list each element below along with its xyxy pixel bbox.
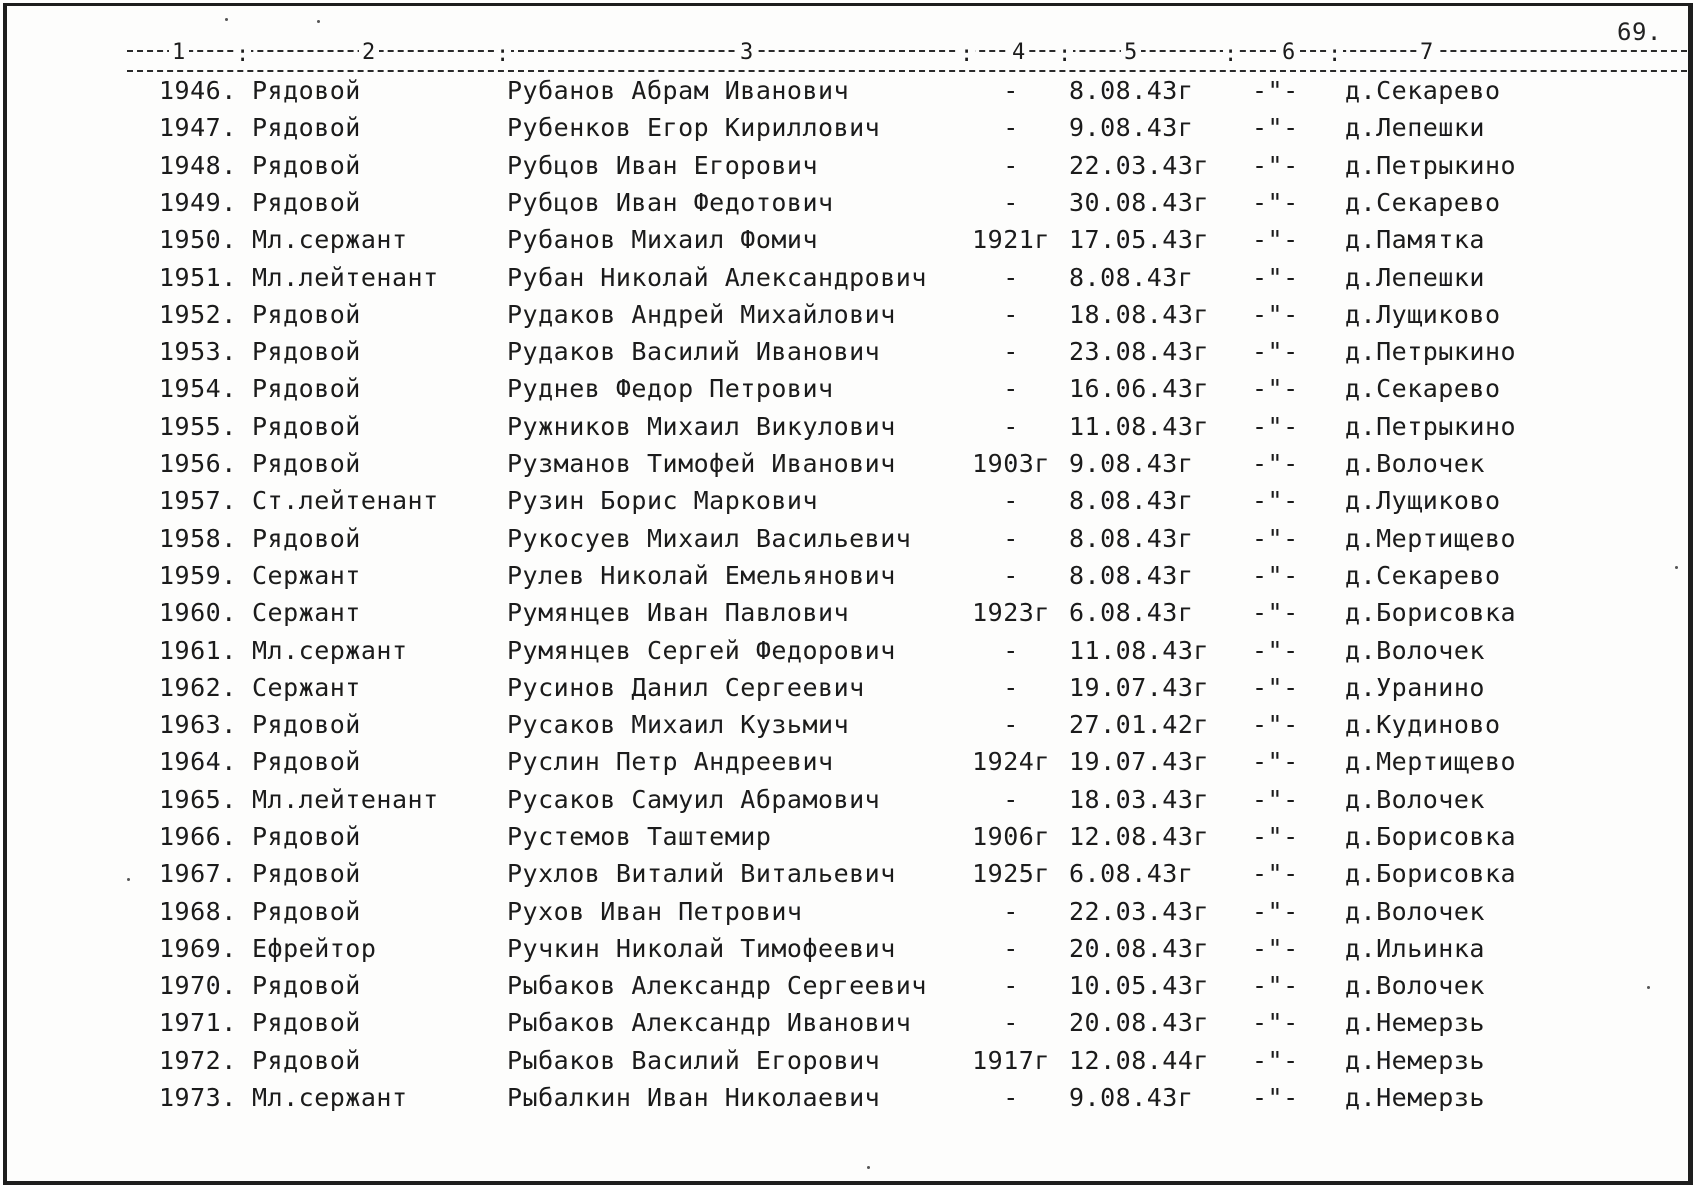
row-number: 1959. xyxy=(159,561,237,590)
table-row xyxy=(7,822,1688,856)
rank: Рядовой xyxy=(252,524,361,553)
ditto-mark: -"- xyxy=(1252,859,1299,888)
rank: Рядовой xyxy=(252,449,361,478)
birth-year: - xyxy=(1003,263,1019,292)
burial-place: д.Лущиково xyxy=(1345,300,1501,329)
row-number: 1956. xyxy=(159,449,237,478)
birth-year: - xyxy=(1003,1083,1019,1112)
column-number-3: 3 xyxy=(737,40,757,65)
ditto-mark: -"- xyxy=(1252,636,1299,665)
burial-place: д.Немерзь xyxy=(1345,1083,1485,1112)
full-name: Рыбаков Александр Иванович xyxy=(507,1008,912,1037)
death-date: 8.08.43г xyxy=(1069,561,1194,590)
birth-year: - xyxy=(1003,524,1019,553)
row-number: 1973. xyxy=(159,1083,237,1112)
death-date: 10.05.43г xyxy=(1069,971,1209,1000)
death-date: 6.08.43г xyxy=(1069,859,1194,888)
ditto-mark: -"- xyxy=(1252,225,1299,254)
death-date: 6.08.43г xyxy=(1069,598,1194,627)
ditto-mark: -"- xyxy=(1252,486,1299,515)
burial-place: д.Волочек xyxy=(1345,785,1485,814)
rank: Рядовой xyxy=(252,337,361,366)
full-name: Русинов Данил Сергеевич xyxy=(507,673,865,702)
full-name: Рухов Иван Петрович xyxy=(507,897,803,926)
death-date: 9.08.43г xyxy=(1069,449,1194,478)
death-date: 9.08.43г xyxy=(1069,1083,1194,1112)
death-date: 30.08.43г xyxy=(1069,188,1209,217)
row-number: 1963. xyxy=(159,710,237,739)
burial-place: д.Волочек xyxy=(1345,449,1485,478)
table-row xyxy=(7,934,1688,968)
death-date: 19.07.43г xyxy=(1069,673,1209,702)
ditto-mark: -"- xyxy=(1252,412,1299,441)
row-number: 1950. xyxy=(159,225,237,254)
full-name: Руднев Федор Петрович xyxy=(507,374,834,403)
column-separator: : xyxy=(496,42,510,67)
birth-year: - xyxy=(1003,188,1019,217)
table-row xyxy=(7,897,1688,931)
rank: Мл.лейтенант xyxy=(252,263,439,292)
rank: Рядовой xyxy=(252,76,361,105)
death-date: 8.08.43г xyxy=(1069,524,1194,553)
paper-speck xyxy=(1675,566,1678,569)
table-row xyxy=(7,449,1688,483)
birth-year: 1925г xyxy=(972,859,1050,888)
ditto-mark: -"- xyxy=(1252,1008,1299,1037)
birth-year: - xyxy=(1003,113,1019,142)
column-number-1: 1 xyxy=(169,40,189,65)
death-date: 19.07.43г xyxy=(1069,747,1209,776)
burial-place: д.Уранино xyxy=(1345,673,1485,702)
birth-year: - xyxy=(1003,486,1019,515)
paper-speck xyxy=(1647,986,1650,989)
ditto-mark: -"- xyxy=(1252,449,1299,478)
row-number: 1965. xyxy=(159,785,237,814)
burial-place: д.Секарево xyxy=(1345,188,1501,217)
ditto-mark: -"- xyxy=(1252,822,1299,851)
burial-place: д.Секарево xyxy=(1345,76,1501,105)
death-date: 17.05.43г xyxy=(1069,225,1209,254)
paper-speck xyxy=(127,878,130,881)
table-row xyxy=(7,524,1688,558)
rank: Мл.лейтенант xyxy=(252,785,439,814)
birth-year: - xyxy=(1003,151,1019,180)
death-date: 23.08.43г xyxy=(1069,337,1209,366)
death-date: 22.03.43г xyxy=(1069,897,1209,926)
table-row xyxy=(7,337,1688,371)
ditto-mark: -"- xyxy=(1252,524,1299,553)
column-separator: : xyxy=(1328,42,1342,67)
table-row xyxy=(7,374,1688,408)
column-separator: : xyxy=(1058,42,1072,67)
page-number: 69. xyxy=(1617,18,1662,46)
row-number: 1968. xyxy=(159,897,237,926)
burial-place: д.Петрыкино xyxy=(1345,412,1517,441)
birth-year: - xyxy=(1003,337,1019,366)
table-row xyxy=(7,188,1688,222)
rank: Рядовой xyxy=(252,747,361,776)
rank: Рядовой xyxy=(252,1046,361,1075)
ditto-mark: -"- xyxy=(1252,561,1299,590)
birth-year: - xyxy=(1003,785,1019,814)
burial-place: д.Борисовка xyxy=(1345,598,1517,627)
ditto-mark: -"- xyxy=(1252,934,1299,963)
burial-place: д.Мертищево xyxy=(1345,747,1517,776)
rank: Рядовой xyxy=(252,822,361,851)
ditto-mark: -"- xyxy=(1252,673,1299,702)
full-name: Русаков Самуил Абрамович xyxy=(507,785,881,814)
burial-place: д.Петрыкино xyxy=(1345,151,1517,180)
burial-place: д.Секарево xyxy=(1345,374,1501,403)
burial-place: д.Мертищево xyxy=(1345,524,1517,553)
birth-year: - xyxy=(1003,76,1019,105)
rank: Рядовой xyxy=(252,151,361,180)
burial-place: д.Борисовка xyxy=(1345,859,1517,888)
full-name: Рузин Борис Маркович xyxy=(507,486,819,515)
full-name: Рустемов Таштемир xyxy=(507,822,772,851)
burial-place: д.Ильинка xyxy=(1345,934,1485,963)
full-name: Ружников Михаил Викулович xyxy=(507,412,896,441)
row-number: 1962. xyxy=(159,673,237,702)
rank: Ст.лейтенант xyxy=(252,486,439,515)
full-name: Рубцов Иван Федотович xyxy=(507,188,834,217)
row-number: 1953. xyxy=(159,337,237,366)
ditto-mark: -"- xyxy=(1252,188,1299,217)
row-number: 1961. xyxy=(159,636,237,665)
full-name: Рыбалкин Иван Николаевич xyxy=(507,1083,881,1112)
row-number: 1947. xyxy=(159,113,237,142)
rank: Рядовой xyxy=(252,710,361,739)
rank: Рядовой xyxy=(252,300,361,329)
burial-place: д.Лепешки xyxy=(1345,113,1485,142)
table-row xyxy=(7,412,1688,446)
full-name: Рузманов Тимофей Иванович xyxy=(507,449,896,478)
ditto-mark: -"- xyxy=(1252,374,1299,403)
birth-year: - xyxy=(1003,934,1019,963)
row-number: 1949. xyxy=(159,188,237,217)
table-row xyxy=(7,113,1688,147)
death-date: 22.03.43г xyxy=(1069,151,1209,180)
table-row xyxy=(7,747,1688,781)
row-number: 1964. xyxy=(159,747,237,776)
ditto-mark: -"- xyxy=(1252,151,1299,180)
ditto-mark: -"- xyxy=(1252,337,1299,366)
full-name: Рулев Николай Емельянович xyxy=(507,561,896,590)
full-name: Рукосуев Михаил Васильевич xyxy=(507,524,912,553)
burial-place: д.Лепешки xyxy=(1345,263,1485,292)
full-name: Рубан Николай Александрович xyxy=(507,263,927,292)
column-separator: : xyxy=(1224,42,1238,67)
death-date: 20.08.43г xyxy=(1069,1008,1209,1037)
birth-year: 1917г xyxy=(972,1046,1050,1075)
death-date: 12.08.44г xyxy=(1069,1046,1209,1075)
row-number: 1955. xyxy=(159,412,237,441)
birth-year: - xyxy=(1003,1008,1019,1037)
row-number: 1951. xyxy=(159,263,237,292)
death-date: 16.06.43г xyxy=(1069,374,1209,403)
row-number: 1960. xyxy=(159,598,237,627)
table-row xyxy=(7,76,1688,110)
birth-year: - xyxy=(1003,636,1019,665)
table-row xyxy=(7,225,1688,259)
rank: Мл.сержант xyxy=(252,636,408,665)
burial-place: д.Лущиково xyxy=(1345,486,1501,515)
row-number: 1946. xyxy=(159,76,237,105)
table-row xyxy=(7,151,1688,185)
column-separator: : xyxy=(236,42,250,67)
death-date: 8.08.43г xyxy=(1069,486,1194,515)
death-date: 11.08.43г xyxy=(1069,412,1209,441)
birth-year: - xyxy=(1003,561,1019,590)
table-row xyxy=(7,598,1688,632)
birth-year: - xyxy=(1003,300,1019,329)
burial-place: д.Секарево xyxy=(1345,561,1501,590)
birth-year: - xyxy=(1003,897,1019,926)
rank: Сержант xyxy=(252,561,361,590)
paper-speck xyxy=(225,18,228,21)
ditto-mark: -"- xyxy=(1252,1083,1299,1112)
death-date: 20.08.43г xyxy=(1069,934,1209,963)
row-number: 1954. xyxy=(159,374,237,403)
table-row xyxy=(7,561,1688,595)
table-row xyxy=(7,785,1688,819)
rank: Рядовой xyxy=(252,188,361,217)
table-row xyxy=(7,300,1688,334)
column-separator: : xyxy=(960,42,974,67)
ditto-mark: -"- xyxy=(1252,1046,1299,1075)
ditto-mark: -"- xyxy=(1252,785,1299,814)
row-number: 1952. xyxy=(159,300,237,329)
burial-place: д.Немерзь xyxy=(1345,1008,1485,1037)
ditto-mark: -"- xyxy=(1252,300,1299,329)
full-name: Рубенков Егор Кириллович xyxy=(507,113,881,142)
ditto-mark: -"- xyxy=(1252,76,1299,105)
ditto-mark: -"- xyxy=(1252,598,1299,627)
death-date: 11.08.43г xyxy=(1069,636,1209,665)
birth-year: - xyxy=(1003,971,1019,1000)
table-row xyxy=(7,1046,1688,1080)
column-number-header xyxy=(127,40,1687,74)
row-number: 1972. xyxy=(159,1046,237,1075)
rank: Мл.сержант xyxy=(252,225,408,254)
burial-place: д.Волочек xyxy=(1345,971,1485,1000)
rank: Рядовой xyxy=(252,897,361,926)
table-row xyxy=(7,673,1688,707)
paper-speck xyxy=(867,1166,870,1169)
table-row xyxy=(7,1083,1688,1117)
document-page xyxy=(3,3,1693,1185)
death-date: 27.01.42г xyxy=(1069,710,1209,739)
rank: Ефрейтор xyxy=(252,934,377,963)
table-row xyxy=(7,486,1688,520)
full-name: Рубанов Абрам Иванович xyxy=(507,76,850,105)
table-row xyxy=(7,1008,1688,1042)
ditto-mark: -"- xyxy=(1252,971,1299,1000)
full-name: Румянцев Иван Павлович xyxy=(507,598,850,627)
table-row xyxy=(7,859,1688,893)
death-date: 12.08.43г xyxy=(1069,822,1209,851)
ditto-mark: -"- xyxy=(1252,747,1299,776)
column-number-5: 5 xyxy=(1121,40,1141,65)
row-number: 1948. xyxy=(159,151,237,180)
birth-year: 1906г xyxy=(972,822,1050,851)
burial-place: д.Борисовка xyxy=(1345,822,1517,851)
death-date: 8.08.43г xyxy=(1069,263,1194,292)
full-name: Румянцев Сергей Федорович xyxy=(507,636,896,665)
rank: Рядовой xyxy=(252,113,361,142)
full-name: Русаков Михаил Кузьмич xyxy=(507,710,850,739)
ditto-mark: -"- xyxy=(1252,897,1299,926)
row-number: 1957. xyxy=(159,486,237,515)
rank: Мл.сержант xyxy=(252,1083,408,1112)
death-date: 18.08.43г xyxy=(1069,300,1209,329)
death-date: 18.03.43г xyxy=(1069,785,1209,814)
column-number-7: 7 xyxy=(1417,40,1437,65)
column-number-2: 2 xyxy=(359,40,379,65)
birth-year: 1924г xyxy=(972,747,1050,776)
rank: Рядовой xyxy=(252,1008,361,1037)
row-number: 1966. xyxy=(159,822,237,851)
rank: Сержант xyxy=(252,598,361,627)
rank: Рядовой xyxy=(252,374,361,403)
birth-year: 1921г xyxy=(972,225,1050,254)
rank: Рядовой xyxy=(252,971,361,1000)
column-number-4: 4 xyxy=(1009,40,1029,65)
birth-year: - xyxy=(1003,374,1019,403)
full-name: Руслин Петр Андреевич xyxy=(507,747,834,776)
paper-speck xyxy=(317,20,320,23)
row-number: 1967. xyxy=(159,859,237,888)
full-name: Рыбаков Александр Сергеевич xyxy=(507,971,927,1000)
rank: Сержант xyxy=(252,673,361,702)
row-number: 1969. xyxy=(159,934,237,963)
table-row xyxy=(7,636,1688,670)
rank: Рядовой xyxy=(252,412,361,441)
full-name: Рыбаков Василий Егорович xyxy=(507,1046,881,1075)
burial-place: д.Петрыкино xyxy=(1345,337,1517,366)
birth-year: - xyxy=(1003,710,1019,739)
rank: Рядовой xyxy=(252,859,361,888)
burial-place: д.Волочек xyxy=(1345,897,1485,926)
burial-place: д.Кудиново xyxy=(1345,710,1501,739)
header-dashed-line-bottom xyxy=(127,70,1687,72)
full-name: Рубцов Иван Егорович xyxy=(507,151,819,180)
full-name: Ручкин Николай Тимофеевич xyxy=(507,934,896,963)
birth-year: 1903г xyxy=(972,449,1050,478)
birth-year: 1923г xyxy=(972,598,1050,627)
birth-year: - xyxy=(1003,412,1019,441)
row-number: 1958. xyxy=(159,524,237,553)
table-row xyxy=(7,971,1688,1005)
full-name: Рудаков Василий Иванович xyxy=(507,337,881,366)
full-name: Рухлов Виталий Витальевич xyxy=(507,859,896,888)
birth-year: - xyxy=(1003,673,1019,702)
table-row xyxy=(7,710,1688,744)
table-row xyxy=(7,263,1688,297)
full-name: Рубанов Михаил Фомич xyxy=(507,225,819,254)
ditto-mark: -"- xyxy=(1252,710,1299,739)
column-number-6: 6 xyxy=(1279,40,1299,65)
ditto-mark: -"- xyxy=(1252,113,1299,142)
row-number: 1971. xyxy=(159,1008,237,1037)
burial-place: д.Памятка xyxy=(1345,225,1485,254)
row-number: 1970. xyxy=(159,971,237,1000)
death-date: 9.08.43г xyxy=(1069,113,1194,142)
burial-place: д.Волочек xyxy=(1345,636,1485,665)
full-name: Рудаков Андрей Михайлович xyxy=(507,300,896,329)
burial-place: д.Немерзь xyxy=(1345,1046,1485,1075)
ditto-mark: -"- xyxy=(1252,263,1299,292)
death-date: 8.08.43г xyxy=(1069,76,1194,105)
